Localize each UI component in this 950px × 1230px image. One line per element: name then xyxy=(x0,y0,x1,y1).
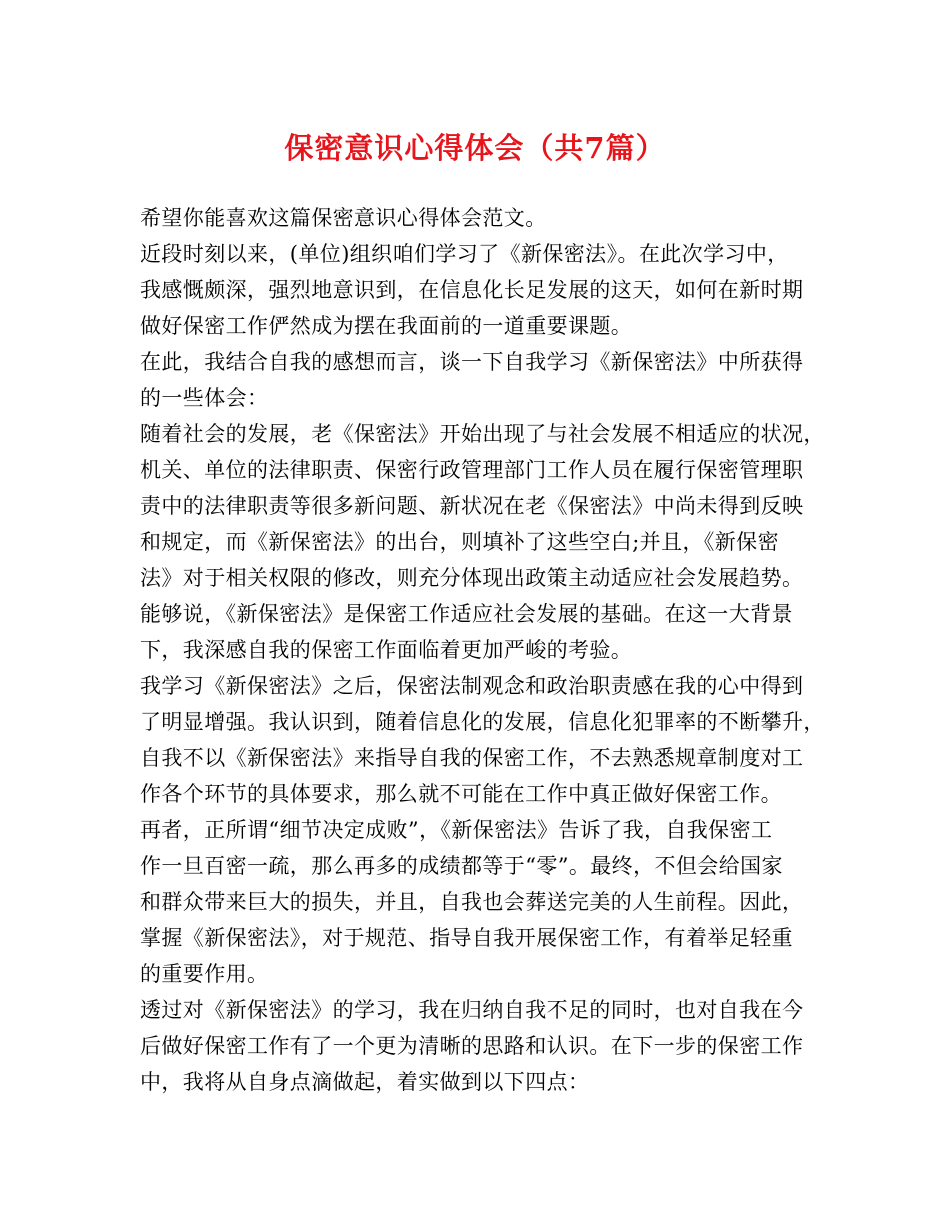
text-line: 和群众带来巨大的损失，并且，自我也会葬送完美的人生前程。因此， xyxy=(140,890,804,914)
text-line: 透过对《新保密法》的学习，我在归纳自我不足的同时，也对自我在今 xyxy=(140,998,804,1022)
text-line: 机关、单位的法律职责、保密行政管理部门工作人员在履行保密管理职 xyxy=(140,458,804,482)
text-line: 自我不以《新保密法》来指导自我的保密工作，不去熟悉规章制度对工 xyxy=(140,746,804,770)
text-line: 中，我将从自身点滴做起，着实做到以下四点： xyxy=(140,1070,590,1094)
text-line: 掌握《新保密法》，对于规范、指导自我开展保密工作，有着举足轻重 xyxy=(140,926,793,950)
text-line: 能够说，《新保密法》是保密工作适应社会发展的基础。在这一大背景 xyxy=(140,602,793,626)
text-line: 近段时刻以来，(单位)组织咱们学习了《新保密法》。在此次学习中， xyxy=(140,242,789,266)
text-line: 随着社会的发展，老《保密法》开始出现了与社会发展不相适应的状况， xyxy=(140,422,825,446)
text-line: 的一些体会： xyxy=(140,386,269,410)
text-line: 法》对于相关权限的修改，则充分体现出政策主动适应社会发展趋势。 xyxy=(140,566,804,590)
text-line: 的重要作用。 xyxy=(140,962,269,986)
text-line: 作各个环节的具体要求，那么就不可能在工作中真正做好保密工作。 xyxy=(140,782,782,806)
document-body xyxy=(140,200,825,1100)
text-line: 再者，正所谓“细节决定成败”，《新保密法》告诉了我，自我保密工 xyxy=(140,818,773,842)
text-line: 我学习《新保密法》之后，保密法制观念和政治职责感在我的心中得到 xyxy=(140,674,804,698)
text-line: 了明显增强。我认识到，随着信息化的发展，信息化犯罪率的不断攀升， xyxy=(140,710,825,734)
text-line: 做好保密工作俨然成为摆在我面前的一道重要课题。 xyxy=(140,314,633,338)
document-title: 保密意识心得体会（共7篇） xyxy=(284,131,666,165)
text-line: 我感慨颇深，强烈地意识到，在信息化长足发展的这天，如何在新时期 xyxy=(140,278,804,302)
text-line: 和规定，而《新保密法》的出台，则填补了这些空白;并且，《新保密 xyxy=(140,530,779,554)
text-line: 责中的法律职责等很多新问题、新状况在老《保密法》中尚未得到反映 xyxy=(140,494,804,518)
text-line: 作一旦百密一疏，那么再多的成绩都等于“零”。最终，不但会给国家 xyxy=(140,854,783,878)
text-line: 下，我深感自我的保密工作面临着更加严峻的考验。 xyxy=(140,638,633,662)
text-line: 后做好保密工作有了一个更为清晰的思路和认识。在下一步的保密工作 xyxy=(140,1034,804,1058)
text-line: 在此，我结合自我的感想而言，谈一下自我学习《新保密法》中所获得 xyxy=(140,350,804,374)
text-line: 希望你能喜欢这篇保密意识心得体会范文。 xyxy=(140,206,547,230)
